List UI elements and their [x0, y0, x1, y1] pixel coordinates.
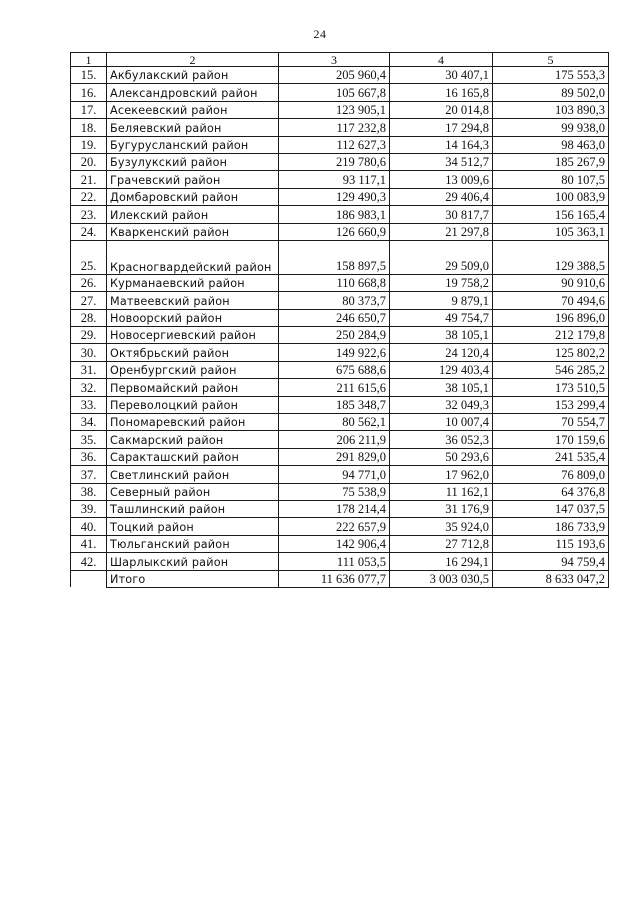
district-name: Саракташский район [107, 448, 279, 465]
column-3-value: 158 897,5 [279, 240, 390, 274]
table-row [71, 240, 609, 274]
row-number: 34. [71, 414, 107, 431]
district-name: Оренбургский район [107, 361, 279, 378]
district-name: Домбаровский район [107, 188, 279, 205]
column-4-value: 14 164,3 [390, 136, 493, 153]
column-5-value: 241 535,4 [493, 448, 609, 465]
column-4-value: 10 007,4 [390, 414, 493, 431]
table-row [71, 84, 609, 101]
table-row [71, 188, 609, 205]
row-number: 31. [71, 361, 107, 378]
district-name: Сакмарский район [107, 431, 279, 448]
column-4-value: 50 293,6 [390, 448, 493, 465]
column-5-value: 147 037,5 [493, 500, 609, 517]
column-4-value: 35 924,0 [390, 518, 493, 535]
column-5-value: 185 267,9 [493, 153, 609, 170]
column-3-value: 675 688,6 [279, 361, 390, 378]
district-name: Первомайский район [107, 379, 279, 396]
column-3-value: 206 211,9 [279, 431, 390, 448]
table-row [71, 466, 609, 483]
table-row [71, 535, 609, 552]
row-number: 39. [71, 500, 107, 517]
district-name: Бугурусланский район [107, 136, 279, 153]
column-4-value: 30 407,1 [390, 67, 493, 84]
row-number: 27. [71, 292, 107, 309]
column-3-value: 291 829,0 [279, 448, 390, 465]
column-3-value: 185 348,7 [279, 396, 390, 413]
total-label: Итого [107, 570, 279, 587]
column-5-value: 70 554,7 [493, 414, 609, 431]
column-4-value: 38 105,1 [390, 379, 493, 396]
column-3-value: 142 906,4 [279, 535, 390, 552]
table-row [71, 344, 609, 361]
column-header: 2 [107, 53, 279, 67]
column-4-value: 17 962,0 [390, 466, 493, 483]
column-header: 5 [493, 53, 609, 67]
district-name: Беляевский район [107, 119, 279, 136]
column-4-value: 29 509,0 [390, 240, 493, 274]
column-5-value: 90 910,6 [493, 274, 609, 291]
district-name: Асекеевский район [107, 101, 279, 118]
table-row [71, 518, 609, 535]
district-name: Шарлыкский район [107, 553, 279, 570]
table-row [71, 136, 609, 153]
table-row [71, 67, 609, 84]
column-4-value: 21 297,8 [390, 223, 493, 240]
column-5-value: 173 510,5 [493, 379, 609, 396]
district-name: Кваркенский район [107, 223, 279, 240]
district-name: Матвеевский район [107, 292, 279, 309]
column-4-value: 17 294,8 [390, 119, 493, 136]
column-3-value: 80 373,7 [279, 292, 390, 309]
column-5-value: 89 502,0 [493, 84, 609, 101]
column-4-value: 9 879,1 [390, 292, 493, 309]
column-3-value: 80 562,1 [279, 414, 390, 431]
table-row [71, 361, 609, 378]
column-3-value: 93 117,1 [279, 171, 390, 188]
column-3-value: 250 284,9 [279, 327, 390, 344]
column-5-value: 100 083,9 [493, 188, 609, 205]
column-3-value: 129 490,3 [279, 188, 390, 205]
district-name: Курманаевский район [107, 274, 279, 291]
district-name: Грачевский район [107, 171, 279, 188]
table-row [71, 448, 609, 465]
district-name: Переволоцкий район [107, 396, 279, 413]
row-number: 15. [71, 67, 107, 84]
column-5-value: 170 159,6 [493, 431, 609, 448]
column-5-value: 94 759,4 [493, 553, 609, 570]
column-4-value: 11 162,1 [390, 483, 493, 500]
district-name: Северный район [107, 483, 279, 500]
table-row [71, 396, 609, 413]
column-4-value: 19 758,2 [390, 274, 493, 291]
table-row [71, 327, 609, 344]
district-name: Тоцкий район [107, 518, 279, 535]
column-4-value: 30 817,7 [390, 206, 493, 223]
column-3-value: 105 667,8 [279, 84, 390, 101]
column-header: 4 [390, 53, 493, 67]
table-row [71, 431, 609, 448]
table-header-row [71, 53, 609, 67]
row-number: 25. [71, 240, 107, 274]
table-row [71, 171, 609, 188]
table-row [71, 119, 609, 136]
column-5-value: 105 363,1 [493, 223, 609, 240]
column-5-value: 156 165,4 [493, 206, 609, 223]
total-row-number [71, 570, 107, 587]
total-column-3: 11 636 077,7 [279, 570, 390, 587]
district-name: Бузулукский район [107, 153, 279, 170]
row-number: 41. [71, 535, 107, 552]
column-4-value: 20 014,8 [390, 101, 493, 118]
column-4-value: 24 120,4 [390, 344, 493, 361]
row-number: 37. [71, 466, 107, 483]
column-3-value: 94 771,0 [279, 466, 390, 483]
row-number: 22. [71, 188, 107, 205]
district-name: Тюльганский район [107, 535, 279, 552]
column-4-value: 27 712,8 [390, 535, 493, 552]
district-name: Илекский район [107, 206, 279, 223]
district-name: Акбулакский район [107, 67, 279, 84]
row-number: 26. [71, 274, 107, 291]
row-number: 32. [71, 379, 107, 396]
row-number: 33. [71, 396, 107, 413]
district-name: Пономаревский район [107, 414, 279, 431]
column-3-value: 75 538,9 [279, 483, 390, 500]
row-number: 16. [71, 84, 107, 101]
row-number: 40. [71, 518, 107, 535]
row-number: 21. [71, 171, 107, 188]
district-name: Октябрьский район [107, 344, 279, 361]
table-row [71, 274, 609, 291]
column-3-value: 246 650,7 [279, 309, 390, 326]
column-3-value: 178 214,4 [279, 500, 390, 517]
table-row [71, 553, 609, 570]
row-number: 35. [71, 431, 107, 448]
column-5-value: 212 179,8 [493, 327, 609, 344]
column-5-value: 546 285,2 [493, 361, 609, 378]
column-5-value: 76 809,0 [493, 466, 609, 483]
column-4-value: 34 512,7 [390, 153, 493, 170]
table-row [71, 309, 609, 326]
column-4-value: 49 754,7 [390, 309, 493, 326]
column-3-value: 126 660,9 [279, 223, 390, 240]
column-5-value: 175 553,3 [493, 67, 609, 84]
district-name: Александровский район [107, 84, 279, 101]
column-3-value: 117 232,8 [279, 119, 390, 136]
column-header: 3 [279, 53, 390, 67]
column-3-value: 149 922,6 [279, 344, 390, 361]
column-header: 1 [71, 53, 107, 67]
column-5-value: 99 938,0 [493, 119, 609, 136]
column-3-value: 186 983,1 [279, 206, 390, 223]
district-name: Светлинский район [107, 466, 279, 483]
column-5-value: 103 890,3 [493, 101, 609, 118]
column-3-value: 211 615,6 [279, 379, 390, 396]
column-3-value: 112 627,3 [279, 136, 390, 153]
column-5-value: 153 299,4 [493, 396, 609, 413]
district-name: Ташлинский район [107, 500, 279, 517]
column-4-value: 31 176,9 [390, 500, 493, 517]
column-5-value: 186 733,9 [493, 518, 609, 535]
column-3-value: 110 668,8 [279, 274, 390, 291]
column-5-value: 129 388,5 [493, 240, 609, 274]
column-4-value: 16 294,1 [390, 553, 493, 570]
column-4-value: 13 009,6 [390, 171, 493, 188]
column-5-value: 98 463,0 [493, 136, 609, 153]
district-name: Красногвардейский район [107, 240, 279, 274]
district-name: Новосергиевский район [107, 327, 279, 344]
row-number: 19. [71, 136, 107, 153]
row-number: 20. [71, 153, 107, 170]
column-4-value: 36 052,3 [390, 431, 493, 448]
column-4-value: 129 403,4 [390, 361, 493, 378]
district-data-table [70, 52, 609, 588]
table-row [71, 101, 609, 118]
row-number: 24. [71, 223, 107, 240]
column-3-value: 123 905,1 [279, 101, 390, 118]
column-5-value: 64 376,8 [493, 483, 609, 500]
table-row [71, 500, 609, 517]
column-4-value: 29 406,4 [390, 188, 493, 205]
row-number: 17. [71, 101, 107, 118]
row-number: 18. [71, 119, 107, 136]
table-row [71, 153, 609, 170]
column-3-value: 222 657,9 [279, 518, 390, 535]
table-row [71, 379, 609, 396]
column-4-value: 16 165,8 [390, 84, 493, 101]
column-3-value: 219 780,6 [279, 153, 390, 170]
column-5-value: 70 494,6 [493, 292, 609, 309]
row-number: 36. [71, 448, 107, 465]
table-row [71, 292, 609, 309]
row-number: 29. [71, 327, 107, 344]
row-number: 28. [71, 309, 107, 326]
column-5-value: 125 802,2 [493, 344, 609, 361]
row-number: 30. [71, 344, 107, 361]
table-row [71, 223, 609, 240]
total-column-4: 3 003 030,5 [390, 570, 493, 587]
column-3-value: 111 053,5 [279, 553, 390, 570]
column-4-value: 38 105,1 [390, 327, 493, 344]
column-5-value: 196 896,0 [493, 309, 609, 326]
column-5-value: 80 107,5 [493, 171, 609, 188]
page-number: 24 [313, 27, 327, 41]
district-name: Новоорский район [107, 309, 279, 326]
row-number: 42. [71, 553, 107, 570]
row-number: 38. [71, 483, 107, 500]
column-3-value: 205 960,4 [279, 67, 390, 84]
table-row [71, 483, 609, 500]
table-row [71, 414, 609, 431]
column-5-value: 115 193,6 [493, 535, 609, 552]
total-row [71, 570, 609, 587]
total-column-5: 8 633 047,2 [493, 570, 609, 587]
table-row [71, 206, 609, 223]
column-4-value: 32 049,3 [390, 396, 493, 413]
row-number: 23. [71, 206, 107, 223]
